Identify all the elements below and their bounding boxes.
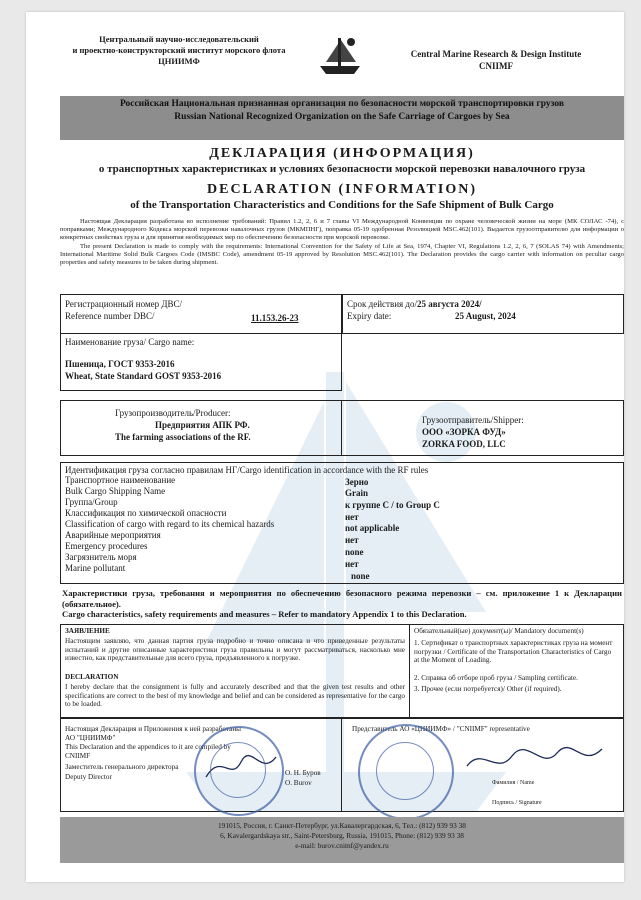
compiled-by-box: Настоящая Декларация и Приложения к ней разработаны АО "ЦНИИМФ" This Declaration and the appendices to it are compiled by CNIIMF Заместитель генерального директора Deputy Director О. Н. Буров O. Burov	[60, 718, 342, 812]
institute-header	[26, 12, 624, 80]
representative-box: Представитель АО «ЦНИИМФ» / "CNIIMF" representative Фамилия / Name Подпись / Signature	[342, 718, 624, 812]
shipper-en: ZORKA FOOD, LLC	[422, 439, 506, 449]
cargo-name-ru: Пшеница, ГОСТ 9353-2016	[65, 359, 175, 369]
cniimf-ship-logo	[316, 32, 364, 80]
producer-box: Грузопроизводитель/Producer: Предприятия АПК РФ. The farming associations of the RF.	[60, 400, 342, 456]
characteristics-note: Характеристики груза, требования и мероприятия по обеспечению безопасного режима перевозки – см. приложение 1 к Декларации (обязательное). Cargo characteristics, safety requirements and measures – Refer to mandatory Appendix 1 to this Declaration.	[62, 588, 622, 619]
declaration-page	[26, 12, 624, 882]
title-ru: ДЕКЛАРАЦИЯ (ИНФОРМАЦИЯ)	[209, 146, 475, 161]
representative-signature	[462, 741, 612, 781]
producer-ru: Предприятия АПК РФ.	[155, 420, 250, 430]
document-item: 2. Справка об отборе проб груза / Sampling certificate.	[414, 674, 578, 682]
expiry-date: 25 August, 2024	[455, 311, 516, 321]
institute-name-ru: Центральный научно-исследовательский и проектно-конструкторский институт морского флота ЦНИИМФ	[72, 34, 286, 66]
cargo-identification-box: Идентификация груза согласно правилам НГ/Cargo identification in accordance with the RF rules Транспортное наименование Зерно Bulk Cargo Shipping Name Grain Группа/Group к группе С / to Group C Классификация по химической опасности нет Classification of cargo with regard to its chemical hazards not applicable Аварийные мероприятия нет Emergency procedures none Загрязнитель моря нет Marine pollutant none	[60, 462, 624, 584]
subtitle-ru: о транспортных характеристиках и условиях безопасности морской перевозки навалочного груза	[98, 163, 586, 175]
organization-band: Российская Национальная признанная организация по безопасности морской транспортировки грузов Russian National Recognized Organization on the Safe Carriage of Cargoes by Sea	[60, 96, 624, 140]
producer-en: The farming associations of the RF.	[115, 432, 251, 442]
title-en: DECLARATION (INFORMATION)	[207, 182, 477, 197]
shipper-ru: ООО «ЗОРКА ФУД»	[422, 427, 506, 437]
cniimf-stamp-right	[358, 724, 454, 820]
institute-name-en: Central Marine Research & Design Institute CNIIMF	[410, 49, 582, 71]
subtitle-en: of the Transportation Characteristics and Conditions for the Safe Shipment of Bulk Cargo	[130, 199, 554, 211]
cargo-name-en: Wheat, State Standard GOST 9353-2016	[65, 371, 222, 381]
intro-text: Настоящая Декларация разработана во исполнение требований: Правил 1.2, 2, 6 и 7 главы VI Международной Конвенции по охране человеческой жизни на море (МК СОЛАС -74), с поправками; Международного Кодекса морской перевозки навалочных грузов (МКМПНГ), поправка 05-19 одобренная Резолюцией MSC.462(101). Выдается грузоотправителю для информации о конкретных свойствах груза и для принятия необходимых мер по обеспечению безопасности при морской перевозке. The present Declaration is made to comply with the requirements: International Convention for the Safety of Life at Sea, 1974, Chapter VI, Regulations 1.2, 2, 6, 7 (SOLAS 74) with Amendments; International Maritime Solid Bulk Cargoes Code (IMSBC Code), amendment 05-19 approved by Resolution MSC.462(101). The Declaration provides the cargo carrier with information on peculiar cargo properties and safety measures to be taken during shipment.	[60, 218, 624, 267]
reference-number-box: Регистрационный номер ДВС/ Reference number DBC/ 11.153.26-23	[60, 294, 342, 334]
reference-number: 11.153.26-23	[251, 313, 299, 323]
statement-box: ЗАЯВЛЕНИЕ Настоящим заявляю, что данная партия груза подробно и точно описана и что приведенные результаты испытаний и другие описанные характеристики груза правильны и могут рассматриваться, насколько мне известно, как представительные для всего груза, предъявленного к погрузке. DECLARATION I hereby declare that the consignment is fully and accurately described and that the given test results and other specifications are correct to the best of my knowledge and belief and can be considered as representative for the cargo to be loaded.	[60, 624, 410, 718]
mandatory-documents-box: Обязательный(ые) документ(ы)/ Mandatory document(s) 1. Сертификат о транспортных характеристиках груза на момент погрузки / Certificate of the Transportation Characteristics of Cargo at the Moment of Loading. 2. Справка об отборе проб груза / Sampling certificate. 3. Прочее (если потребуется)/ Other (if required).	[410, 624, 624, 718]
cniimf-stamp-left	[194, 726, 284, 816]
address-footer: 191015, Россия, г. Санкт-Петербург, ул.Кавалергардская, 6, Тел.: (812) 939 93 38 6, Kavalergardskaya str., Saint-Petersburg, Russia, 191015, Phone: (812) 939 93 38 e-mail: burov.cnimf@yandex.ru	[60, 817, 624, 863]
document-item: 1. Сертификат о транспортных характеристиках груза на момент погрузки / Certificate of the Transportation Characteristics of Cargo at the Moment of Loading.	[414, 639, 613, 665]
signatory-name-ru: О. Н. Буров	[285, 769, 321, 777]
signatory-name-en: O. Burov	[285, 779, 312, 787]
expiry-date-box: Срок действия до/25 августа 2024/ Expiry date: 25 August, 2024	[342, 294, 624, 334]
shipper-box: Грузоотправитель/Shipper: ООО «ЗОРКА ФУД» ZORKA FOOD, LLC	[342, 400, 624, 456]
cargo-name-box: Наименование груза/ Cargo name: Пшеница, ГОСТ 9353-2016 Wheat, State Standard GOST 9353-2016	[60, 333, 342, 391]
email-link[interactable]: e-mail: burov.cnimf@yandex.ru	[295, 841, 389, 850]
document-item: 3. Прочее (если потребуется)/ Other (if required).	[414, 685, 562, 693]
